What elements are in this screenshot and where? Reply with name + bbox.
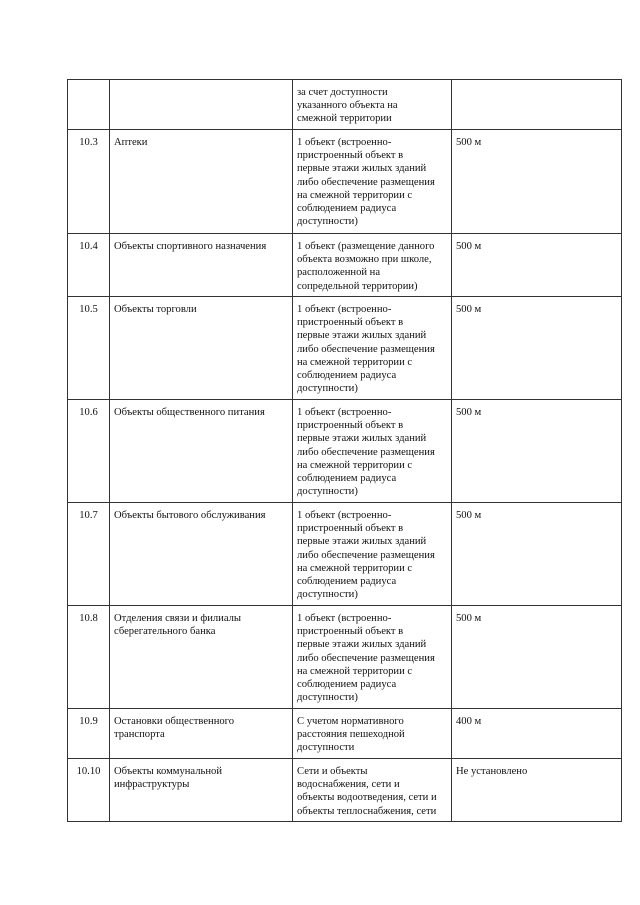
facility-norm: 1 объект (размещение данного объекта возможно при школе, расположенной на сопредельной территории) bbox=[293, 234, 452, 297]
row-number: 10.8 bbox=[68, 606, 110, 709]
facility-distance: 400 м bbox=[452, 709, 622, 759]
facility-distance: 500 м bbox=[452, 234, 622, 297]
facility-name: Объекты общественного питания bbox=[110, 400, 293, 503]
facility-distance: 500 м bbox=[452, 606, 622, 709]
facility-norm: Сети и объекты водоснабжения, сети и объекты водоотведения, сети и объекты теплоснабжения, сети bbox=[293, 759, 452, 822]
facility-norm: 1 объект (встроенно- пристроенный объект в первые этажи жилых зданий либо обеспечение размещения на смежной территории с соблюдением радиуса доступности) bbox=[293, 503, 452, 606]
table-row bbox=[68, 759, 622, 822]
table-row bbox=[68, 503, 622, 606]
facility-distance: Не установлено bbox=[452, 759, 622, 822]
row-number: 10.6 bbox=[68, 400, 110, 503]
row-number: 10.3 bbox=[68, 130, 110, 234]
facility-name: Объекты бытового обслуживания bbox=[110, 503, 293, 606]
facility-norm: 1 объект (встроенно- пристроенный объект в первые этажи жилых зданий либо обеспечение размещения на смежной территории с соблюдением радиуса доступности) bbox=[293, 606, 452, 709]
table-row bbox=[68, 606, 622, 709]
row-number: 10.9 bbox=[68, 709, 110, 759]
facility-name: Отделения связи и филиалы сберегательного банка bbox=[110, 606, 293, 709]
facility-norm: за счет доступности указанного объекта на смежной территории bbox=[293, 80, 452, 130]
facility-name bbox=[110, 80, 293, 130]
facility-name: Аптеки bbox=[110, 130, 293, 234]
row-number: 10.7 bbox=[68, 503, 110, 606]
row-number bbox=[68, 80, 110, 130]
row-number: 10.4 bbox=[68, 234, 110, 297]
table-row bbox=[68, 130, 622, 234]
facility-distance: 500 м bbox=[452, 130, 622, 234]
table-row bbox=[68, 400, 622, 503]
table-row bbox=[68, 234, 622, 297]
facility-distance bbox=[452, 80, 622, 130]
facilities-table bbox=[67, 79, 622, 822]
facility-distance: 500 м bbox=[452, 297, 622, 400]
facility-norm: 1 объект (встроенно- пристроенный объект в первые этажи жилых зданий либо обеспечение размещения на смежной территории с соблюдением радиуса доступности) bbox=[293, 400, 452, 503]
facility-name: Остановки общественного транспорта bbox=[110, 709, 293, 759]
table-row bbox=[68, 297, 622, 400]
row-number: 10.5 bbox=[68, 297, 110, 400]
row-number: 10.10 bbox=[68, 759, 110, 822]
facility-norm: 1 объект (встроенно- пристроенный объект в первые этажи жилых зданий либо обеспечение размещения на смежной территории с соблюдением радиуса доступности) bbox=[293, 130, 452, 234]
table-row bbox=[68, 80, 622, 130]
facility-name: Объекты коммунальной инфраструктуры bbox=[110, 759, 293, 822]
table-row bbox=[68, 709, 622, 759]
facility-name: Объекты спортивного назначения bbox=[110, 234, 293, 297]
facility-distance: 500 м bbox=[452, 400, 622, 503]
facility-norm: 1 объект (встроенно- пристроенный объект в первые этажи жилых зданий либо обеспечение размещения на смежной территории с соблюдением радиуса доступности) bbox=[293, 297, 452, 400]
facility-norm: С учетом нормативного расстояния пешеходной доступности bbox=[293, 709, 452, 759]
facility-distance: 500 м bbox=[452, 503, 622, 606]
facility-name: Объекты торговли bbox=[110, 297, 293, 400]
